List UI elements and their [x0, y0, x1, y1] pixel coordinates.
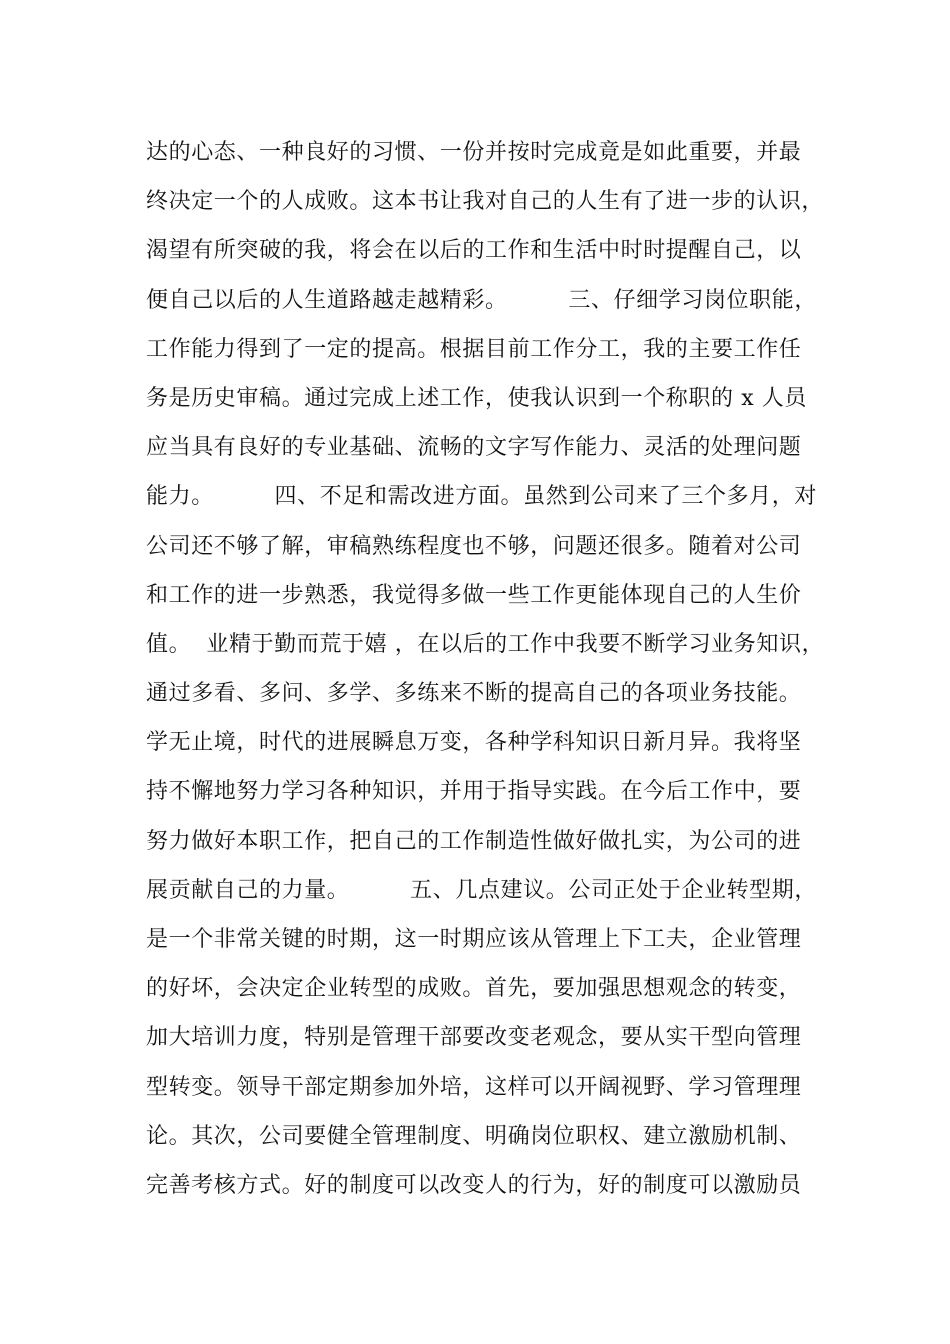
text-line: 展贡献自己的力量。 五、几点建议。公司正处于企业转型期， — [146, 877, 817, 903]
text-line: 终决定一个的人成败。这本书让我对自己的人生有了进一步的认识， — [146, 189, 825, 215]
text-line: 工作能力得到了一定的提高。根据目前工作分工，我的主要工作任 — [146, 336, 802, 362]
text-line: 是一个非常关键的时期，这一时期应该从管理上下工夫，企业管理 — [146, 927, 802, 952]
text-line: 务是历史审稿。通过完成上述工作，使我认识到一个称职的 x 人员 — [146, 385, 807, 411]
text-line: 的好坏，会决定企业转型的成败。首先，要加强思想观念的转变， — [146, 976, 802, 1002]
body-text — [146, 128, 826, 1210]
text-line: 加大培训力度，特别是管理干部要改变老观念，要从实干型向管理 — [146, 1025, 802, 1051]
text-line: 完善考核方式。好的制度可以改变人的行为，好的制度可以激励员 — [146, 1172, 802, 1198]
text-line: 论。其次，公司要健全管理制度、明确岗位职权、建立激励机制、 — [146, 1123, 802, 1149]
text-line: 通过多看、多问、多学、多练来不断的提高自己的各项业务技能。 — [146, 681, 802, 707]
text-line: 公司还不够了解，审稿熟练程度也不够，问题还很多。随着对公司 — [146, 533, 802, 559]
text-line: 学无止境，时代的进展瞬息万变，各种学科知识日新月异。我将坚 — [146, 730, 802, 756]
text-line: 渴望有所突破的我，将会在以后的工作和生活中时时提醒自己，以 — [146, 238, 802, 264]
text-line: 型转变。领导干部定期参加外培，这样可以开阔视野、学习管理理 — [146, 1074, 802, 1100]
text-line: 和工作的进一步熟悉，我觉得多做一些工作更能体现自己的人生价 — [146, 582, 802, 608]
text-line: 应当具有良好的专业基础、流畅的文字写作能力、灵活的处理问题 — [146, 435, 802, 461]
text-line: 达的心态、一种良好的习惯、一份并按时完成竟是如此重要，并最 — [146, 140, 802, 165]
text-line: 值。 业精于勤而荒于嬉 ，在以后的工作中我要不断学习业务知识， — [146, 631, 825, 657]
text-line: 持不懈地努力学习各种知识，并用于指导实践。在今后工作中，要 — [146, 779, 802, 805]
text-line: 努力做好本职工作，把自己的工作制造性做好做扎实，为公司的进 — [146, 828, 802, 854]
text-line: 便自己以后的人生道路越走越精彩。 三、仔细学习岗位职能， — [146, 287, 817, 313]
text-line: 能力。 四、不足和需改进方面。虽然到公司来了三个多月，对 — [146, 484, 817, 510]
